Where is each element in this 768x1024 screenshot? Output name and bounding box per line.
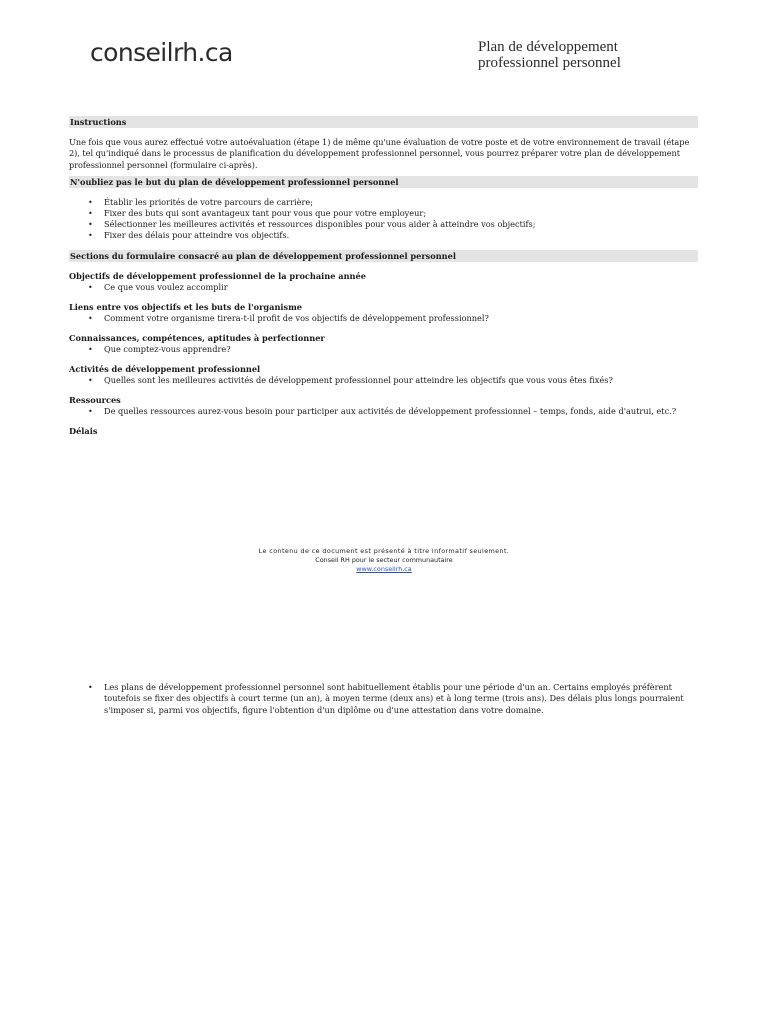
section-title-resources: Ressources [69,395,121,406]
section-title-deadlines: Délais [69,426,98,437]
section-title-activities: Activités de développement professionnel [69,364,261,375]
list-item: • Fixer des buts qui sont avantageux tant pour vous que pour votre employeur; [69,208,698,219]
list-item: • De quelles ressources aurez-vous besoin pour participer aux activités de développement professionnel – temps, fonds, aide d'autrui, etc.? [69,406,698,417]
document-title-line-1: Plan de développement [478,39,618,55]
section-title-links: Liens entre vos objectifs et les buts de l'organisme [69,302,302,313]
list-item: • Les plans de développement professionnel personnel sont habituellement établis pour une période d'un an. Certains employés préfèrent toutefois se fixer des objectifs à court terme (un an), à moyen terme (deux ans) et à long terme (trois ans). Des délais plus longs pourraient s'imposer si, parmi vos objectifs, figure l'obtention d'un diplôme ou d'une attestation dans votre domaine. [69,682,698,716]
goals-list [69,197,698,241]
list-item: • Établir les priorités de votre parcours de carrière; [69,197,698,208]
footer-organization: Conseil RH pour le secteur communautaire [315,556,453,564]
section-objectives-list [69,282,698,293]
list-item: • Quelles sont les meilleures activités de développement professionnel pour atteindre les objectifs que vous vous êtes fixés? [69,375,698,386]
footer-disclaimer: Le contenu de ce document est présenté à titre informatif seulement. [258,547,510,555]
deadlines-note-list [69,682,698,716]
footer-website-link[interactable]: www.conseilrh.ca [356,565,412,573]
site-logo: conseilrh.ca [90,38,233,67]
instructions-heading: Instructions [69,116,698,128]
document-title-line-2: professionnel personnel [478,55,621,71]
page-footer [0,547,768,574]
list-item: • Comment votre organisme tirera-t-il profit de vos objectifs de développement professionnel? [69,313,698,324]
document-title [478,39,698,71]
section-title-skills: Connaissances, compétences, aptitudes à perfectionner [69,333,325,344]
list-item: • Fixer des délais pour atteindre vos objectifs. [69,230,698,241]
section-resources-list [69,406,698,417]
section-links-list [69,313,698,324]
section-skills-list [69,344,698,355]
deadlines-note [69,682,698,716]
goals-heading: N'oubliez pas le but du plan de développement professionnel personnel [69,176,698,188]
section-title-objectives: Objectifs de développement professionnel de la prochaine année [69,271,366,282]
list-item: • Sélectionner les meilleures activités et ressources disponibles pour vous aider à atteindre vos objectifs; [69,219,698,230]
section-activities-list [69,375,698,386]
form-sections-heading: Sections du formulaire consacré au plan de développement professionnel personnel [69,250,698,262]
list-item: • Que comptez-vous apprendre? [69,344,698,355]
list-item: • Ce que vous voulez accomplir [69,282,698,293]
instructions-text: Une fois que vous aurez effectué votre autoévaluation (étape 1) de même qu'une évaluation de votre poste et de votre environnement de travail (étape 2), tel qu'indiqué dans le processus de planification du développement professionnel personnel, vous pourrez préparer votre plan de développement professionnel personnel (formulaire ci-après). [69,137,690,170]
document-body [69,116,698,437]
